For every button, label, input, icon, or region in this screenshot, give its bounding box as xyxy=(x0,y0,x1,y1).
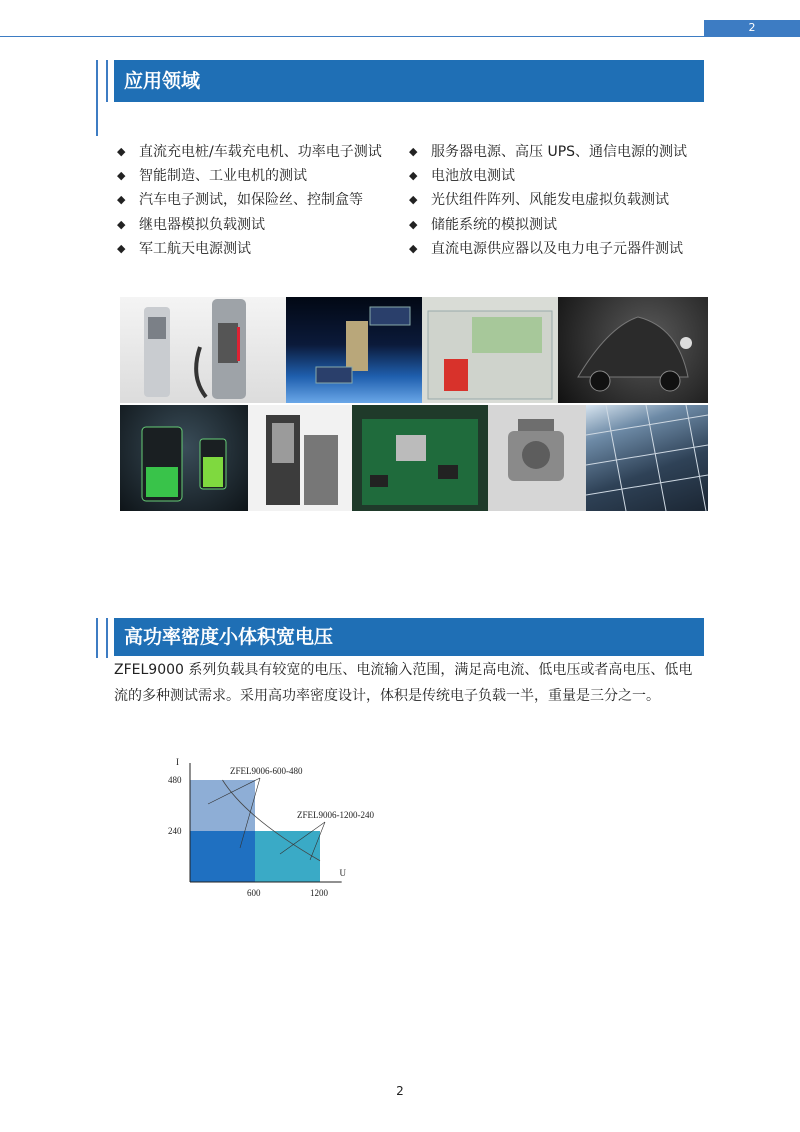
diamond-bullet-icon: ◆ xyxy=(409,241,418,255)
voltage-current-chart xyxy=(160,752,400,912)
list-item: ◆ 储能系统的模拟测试 xyxy=(409,213,687,237)
page-tab: 2 xyxy=(704,20,800,36)
concept-car-photo xyxy=(558,297,708,403)
section2-inner-line xyxy=(106,618,108,658)
diamond-bullet-icon: ◆ xyxy=(117,241,126,255)
diamond-bullet-icon: ◆ xyxy=(409,169,418,183)
engine-photo xyxy=(488,405,586,511)
section2-paragraph: ZFEL9000 系列负载具有较宽的电压、电流输入范围，满足高电流、低电压或者高电压、低电流的多种测试需求。采用高功率密度设计，体积是传统电子负载一半，重量是三分之一。 xyxy=(114,662,693,704)
section1-left-line xyxy=(96,60,98,136)
series-2-annotation: ZFEL9006-1200-240 xyxy=(297,810,374,820)
list-item: ◆ 继电器模拟负载测试 xyxy=(117,213,382,237)
diamond-bullet-icon: ◆ xyxy=(117,217,126,231)
list-item: ◆ 服务器电源、高压 UPS、通信电源的测试 xyxy=(409,140,687,164)
header-rule xyxy=(0,36,800,37)
application-photo-collage xyxy=(120,297,708,511)
series-1-annotation: ZFEL9006-600-480 xyxy=(230,766,303,776)
relay-device-photo xyxy=(248,405,352,511)
y-axis-label: I xyxy=(176,757,179,767)
section1-title: 应用领域 xyxy=(114,60,704,102)
diamond-bullet-icon: ◆ xyxy=(117,145,126,158)
overlap-area xyxy=(190,831,255,882)
diamond-bullet-icon: ◆ xyxy=(409,217,418,231)
list-item: ◆ 直流充电桩/车载充电机、功率电子测试 xyxy=(117,140,382,164)
battery-charge-photo xyxy=(120,405,248,511)
diamond-bullet-icon: ◆ xyxy=(117,169,126,183)
diamond-bullet-icon: ◆ xyxy=(117,193,126,207)
list-item: ◆ 军工航天电源测试 xyxy=(117,237,382,261)
x-tick-label: 600 xyxy=(247,888,261,898)
circuit-board-photo xyxy=(352,405,488,511)
satellite-photo xyxy=(286,297,422,403)
y-tick-label: 240 xyxy=(168,826,182,836)
list-item: ◆ 光伏组件阵列、风能发电虚拟负载测试 xyxy=(409,188,687,212)
section2-left-line xyxy=(96,618,98,658)
list-item: ◆ 电池放电测试 xyxy=(409,164,687,188)
ev-charger-photo xyxy=(120,297,286,403)
list-item: ◆ 直流电源供应器以及电力电子元器件测试 xyxy=(409,237,687,261)
page-number: 2 xyxy=(396,1084,404,1098)
section1-inner-line xyxy=(106,60,108,102)
x-tick-label: 1200 xyxy=(310,888,328,898)
section2-title: 高功率密度小体积宽电压 xyxy=(114,618,704,656)
x-axis-label: U xyxy=(339,868,346,878)
list-item: ◆ 智能制造、工业电机的测试 xyxy=(117,164,382,188)
list-item: ◆ 汽车电子测试，如保险丝、控制盒等 xyxy=(117,188,382,212)
solar-panel-photo xyxy=(586,405,708,511)
diamond-bullet-icon: ◆ xyxy=(409,193,418,207)
battery-module-photo xyxy=(422,297,558,403)
bullet-list-right xyxy=(409,140,687,261)
y-tick-label: 480 xyxy=(168,775,182,785)
diamond-bullet-icon: ◆ xyxy=(409,145,418,158)
bullet-list-left xyxy=(117,140,382,261)
